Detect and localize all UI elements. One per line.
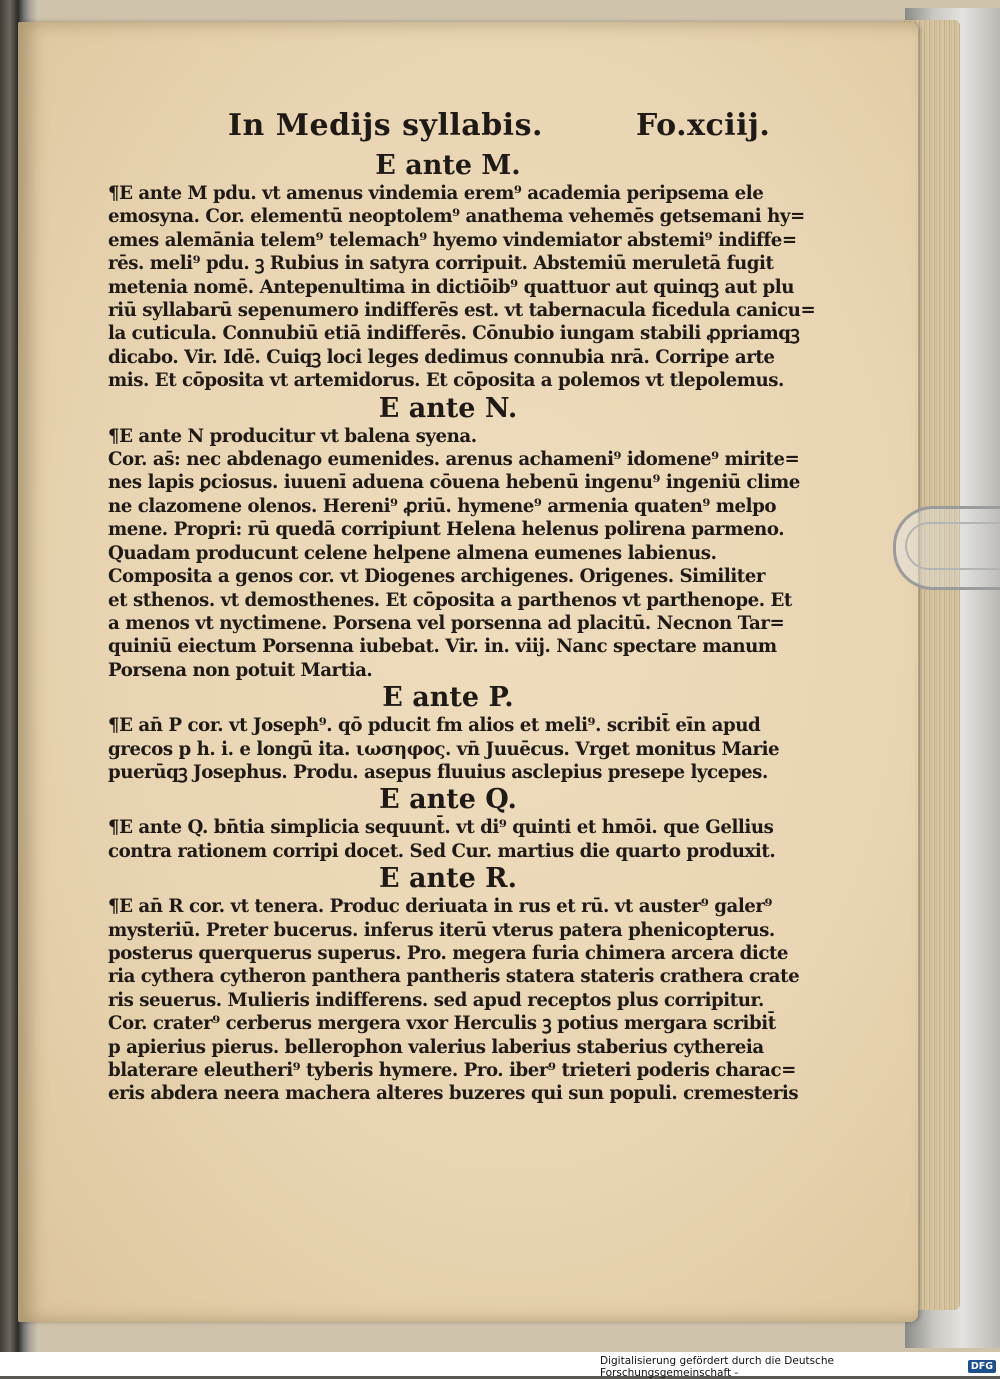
text-line: rēs. meli⁹ pdu. ꝫ Rubius in satyra corripuit. Abstemiū meruletā fugit: [108, 253, 774, 275]
running-head-title: In Medijs syllabis.: [228, 108, 543, 143]
section-heading: E ante P.: [382, 682, 514, 714]
text-line: ¶E ante N producitur vt balena syena.: [108, 425, 477, 447]
text-line: dicabo. Vir. Idē. Cuiqꝫ loci leges dedimus connubia nrā. Corripe arte: [108, 346, 775, 368]
paper-clip-inner: [905, 522, 1000, 570]
text-line: mysteriū. Preter bucerus. inferus iterū vterus patera phenicopterus.: [108, 919, 775, 941]
footer: [600, 1354, 996, 1379]
section-heading: E ante R.: [379, 863, 517, 895]
text-line: p apierius pierus. bellerophon valerius laberius staberius cythereia: [108, 1036, 764, 1058]
text-line: Porsena non potuit Martia.: [108, 659, 373, 681]
text-line: la cuticula. Connubiū etiā indifferēs. Cōnubio iungam stabili ꝓpriamqꝫ: [108, 323, 800, 345]
section-heading: E ante M.: [375, 150, 521, 181]
section-heading: E ante Q.: [379, 784, 517, 816]
text-line: ¶E ante Q. bn̄tia simplicia sequunt̄. vt di⁹ quinti et hmōi. que Gellius: [108, 817, 774, 839]
text-line: grecos p h. i. e longū ita. ιωσηφος. vn̄ Juuēcus. Vrget monitus Marie: [108, 738, 780, 760]
text-line: puerūqꝫ Josephus. Produ. asepus fluuius asclepius presepe lycepes.: [108, 761, 768, 783]
text-line: Composita a genos cor. vt Diogenes archigenes. Origenes. Similiter: [108, 566, 765, 588]
text-line: ria cythera cytheron panthera pantheris statera stateris crathera crate: [108, 966, 800, 988]
text-line: riū syllabarū sepenumero indifferēs est. vt tabernacula ficedula canicu=: [108, 300, 816, 322]
text-line: et sthenos. vt demosthenes. Et cōposita a parthenos vt parthenope. Et: [108, 589, 792, 611]
text-line: Cor. as̄: nec abdenago eumenides. arenus achameni⁹ idomene⁹ mirite=: [108, 449, 800, 471]
text-line: Quadam producunt celene helpene almena eumenes labienus.: [108, 542, 717, 564]
text-line: metenia nomē. Antepenultima in dictiōib⁹ quattuor aut quinqꝫ aut plu: [108, 276, 794, 298]
text-line: emes alemānia telem⁹ telemach⁹ hyemo vindemiator abstemi⁹ indiffe=: [108, 229, 797, 251]
text-line: blaterare eleutheri⁹ tyberis hymere. Pro. iber⁹ trieteri poderis charac=: [108, 1060, 796, 1081]
sections: [108, 150, 816, 1106]
running-head: [108, 108, 771, 150]
footer-credit: Digitalisierung gefördert durch die Deutsche Forschungsgemeinschaft -: [600, 1354, 834, 1379]
text-line: posterus querquerus superus. Pro. megera furia chimera arcera dicte: [108, 942, 789, 964]
page-text: [108, 108, 816, 1106]
text-line: ¶E an̄ P cor. vt Joseph⁹. qō pducit fm alios et meli⁹. scribit̄ eīn apud: [108, 715, 761, 737]
text-line: ris seuerus. Mulieris indifferens. sed apud receptos plus corripitur.: [108, 989, 764, 1011]
text-line: mene. Propri: rū quedā corripiunt Helena helenus polirena parmeno.: [108, 519, 785, 541]
text-line: ¶E ante M pdu. vt amenus vindemia erem⁹ academia peripsema ele: [108, 183, 764, 204]
text-line: a menos vt nyctimene. Porsena vel porsenna ad placitū. Necnon Tar=: [108, 612, 785, 634]
text-line: contra rationem corripi docet. Sed Cur. martius die quarto produxit.: [108, 840, 776, 862]
text-line: ¶E an̄ R cor. vt tenera. Produc deriuata in rus et rū. vt auster⁹ galer⁹: [108, 896, 773, 918]
text-line: nes lapis ꝑciosus. iuuenī aduena cōuena hebenū ingenu⁹ ingeniū clime: [108, 472, 800, 494]
folio-number: Fo.xciij.: [636, 108, 771, 143]
text-line: eris abdera neera machera alteres buzeres qui sun populi. cremesteris: [108, 1083, 799, 1105]
text-line: emosyna. Cor. elementū neoptolem⁹ anathema vehemēs getsemani hy=: [108, 206, 805, 228]
section-heading: E ante N.: [378, 392, 518, 424]
text-line: mis. Et cōposita vt artemidorus. Et cōposita a polemos vt tlepolemus.: [108, 370, 784, 392]
text-line: quiniū eiectum Porsenna iubebat. Vir. in. viij. Nanc spectare manum: [108, 636, 777, 658]
dfg-logo: DFG: [968, 1360, 996, 1373]
text-line: Cor. crater⁹ cerberus mergera vxor Herculis ꝫ potius mergara scribit̄: [108, 1013, 776, 1035]
text-line: ne clazomene olenos. Hereni⁹ ꝓriū. hymene⁹ armenia quaten⁹ melpo: [108, 495, 777, 517]
